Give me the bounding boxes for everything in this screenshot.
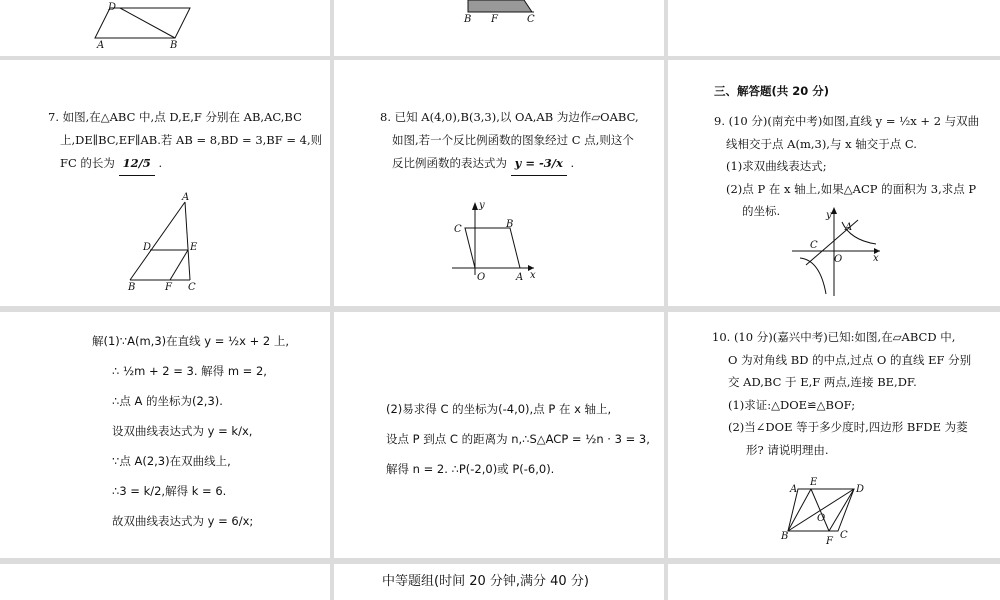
question-9-cell: [668, 60, 1000, 306]
solution-9-part2-cell: [334, 312, 664, 558]
label-c: C: [840, 530, 848, 541]
question-9-text: 9. (10 分)(南充中考)如图,直线 y = ½x + 2 与双曲 线相交于点 A(m,3),与 x 轴交于点 C. (1)求双曲线表达式; (2)点 P 在 x 轴上,如果△ACP 的面积为 3,求点 P 的坐标.: [714, 114, 980, 218]
label-a: A: [182, 192, 190, 203]
question-10-text: 10. (10 分)(嘉兴中考)已知:如图,在▱ABCD 中, O 为对角线 BD 的中点,过点 O 的直线 EF 分别 交 AD,BC 于 E,F 两点,连接 BE,DF. (1)求证:△DOE≌△BOF; (2)当∠DOE 等于多少度时,四边形 BFDE 为菱 形? 请说明理由.: [712, 330, 972, 457]
label-f: F: [826, 536, 833, 547]
parallelogram-figure-top: [0, 0, 330, 56]
parallelogram-abcd-figure: [668, 312, 1000, 558]
label-d: D: [108, 2, 117, 13]
label-c: C: [188, 282, 196, 293]
label-d: D: [856, 484, 865, 495]
label-x: x: [873, 253, 879, 264]
label-b: B: [170, 40, 178, 51]
row0-middle-cell: [334, 0, 664, 56]
label-e: E: [810, 477, 818, 488]
section-footer-title: 中等题组(时间 20 分钟,满分 40 分): [382, 574, 589, 589]
label-c: C: [527, 14, 535, 25]
label-b: B: [781, 531, 789, 542]
label-a: A: [516, 272, 524, 283]
label-o: O: [817, 513, 826, 524]
row3-right-cell: [668, 564, 1000, 600]
label-f: F: [491, 14, 498, 25]
solution-9-part1-cell: [0, 312, 330, 558]
label-b: B: [464, 14, 472, 25]
question-7-text: 7. 如图,在△ABC 中,点 D,E,F 分别在 AB,AC,BC 上,DE∥BC,EF∥AB.若 AB = 8,BD = 3,BF = 4,则 FC 的长为 12/5 .: [48, 106, 322, 176]
triangle-figure: [0, 60, 330, 306]
solution-9-part1-text: 解(1)∵A(m,3)在直线 y = ½x + 2 上, ∴ ½m + 2 = 3. 解得 m = 2, ∴点 A 的坐标为(2,3). 设双曲线表达式为 y = k/x, ∵点 A(2,3)在双曲线上, ∴3 = k/2,解得 k = 6. 故双曲线表达式为 y = 6/x;: [92, 334, 290, 528]
question-8-text: 8. 已知 A(4,0),B(3,3),以 OA,AB 为边作▱OABC, 如图,若一个反比例函数的图象经过 C 点,则这个 反比例函数的表达式为 y = -3/x .: [380, 106, 639, 176]
label-a: A: [97, 40, 105, 51]
row3-middle-cell: [334, 564, 664, 600]
section-title: 三、解答题(共 20 分): [714, 84, 830, 98]
label-a: A: [790, 484, 798, 495]
label-e: E: [190, 242, 198, 253]
question-7-cell: [0, 60, 330, 306]
coordinate-parallelogram-figure: [334, 60, 664, 306]
row3-left-cell: [0, 564, 330, 600]
label-c: C: [454, 224, 462, 235]
label-y: y: [826, 210, 832, 221]
answer-blank: 12/5: [119, 152, 155, 176]
question-10-cell: [668, 312, 1000, 558]
label-d: D: [143, 242, 152, 253]
label-o: O: [834, 254, 843, 265]
shaded-figure-top: [334, 0, 664, 56]
label-o: O: [477, 272, 486, 283]
solution-9-part2-text: (2)易求得 C 的坐标为(-4,0),点 P 在 x 轴上, 设点 P 到点 C 的距离为 n,∴S△ACP = ½n · 3 = 3, 解得 n = 2. ∴P(-2,0)或 P(-6,0).: [386, 402, 650, 476]
row0-right-cell: [668, 0, 1000, 56]
label-x: x: [530, 270, 536, 281]
label-c: C: [810, 240, 818, 251]
row0-left-cell: [0, 0, 330, 56]
answer-blank: y = -3/x: [511, 152, 567, 176]
label-y: y: [479, 200, 485, 211]
label-a: A: [845, 222, 853, 233]
label-b: B: [128, 282, 136, 293]
question-8-cell: [334, 60, 664, 306]
label-f: F: [165, 282, 172, 293]
hyperbola-line-figure: [668, 60, 1000, 306]
label-b: B: [506, 219, 514, 230]
